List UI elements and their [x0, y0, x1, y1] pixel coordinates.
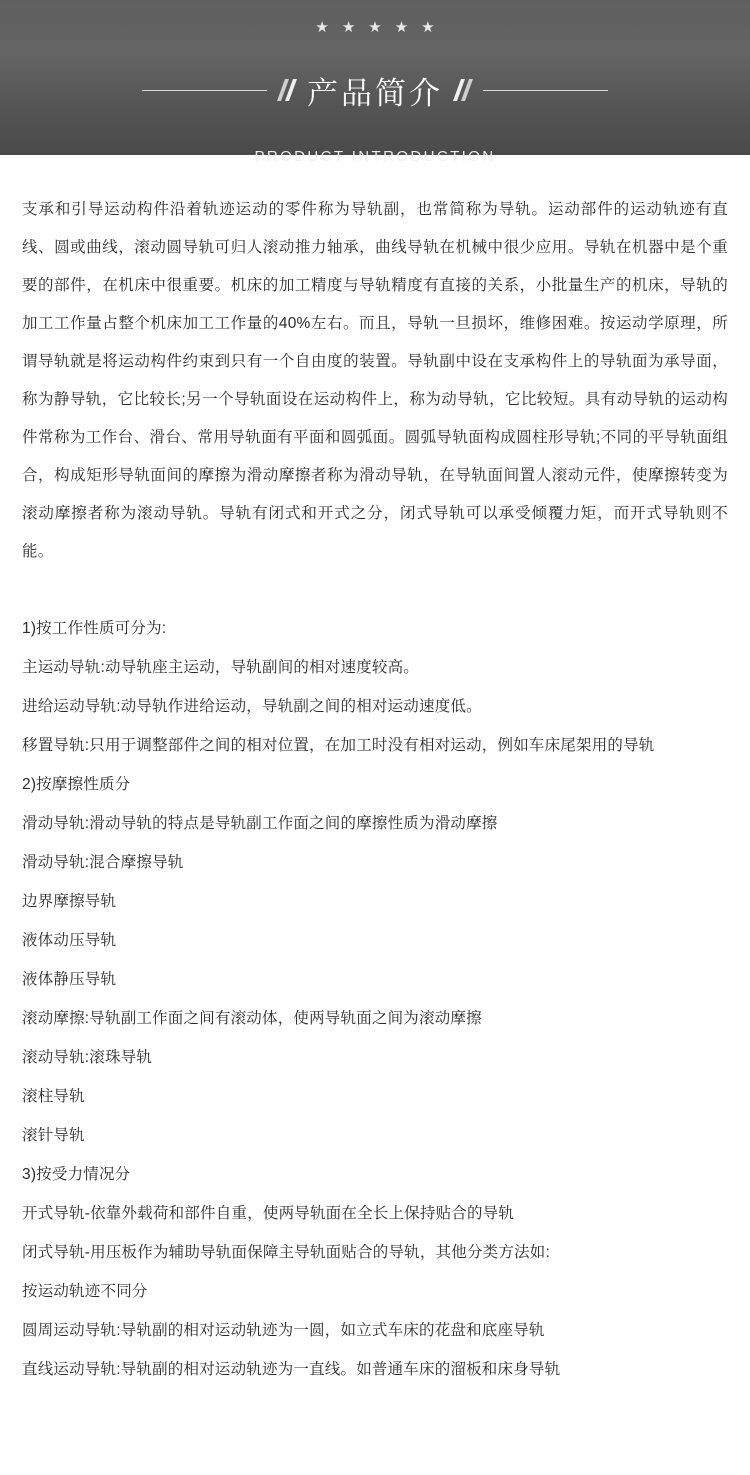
- header-title-row: [0, 47, 750, 134]
- list-item: 1)按工作性质可分为:: [22, 620, 167, 637]
- left-slash-icon: [281, 79, 293, 101]
- list-item: 按运动轨迹不同分: [22, 1283, 148, 1300]
- page-header-banner: [0, 0, 750, 165]
- star-rating-decoration: [315, 20, 434, 35]
- left-rule-divider: [142, 90, 267, 91]
- list-item: 2)按摩擦性质分: [22, 776, 131, 793]
- list-item: 滚针导轨: [22, 1127, 85, 1144]
- list-item: 滚动摩擦:导轨副工作面之间有滚动体，使两导轨面之间为滚动摩擦: [22, 1010, 482, 1027]
- list-item: 直线运动导轨:导轨副的相对运动轨迹为一直线。如普通车床的溜板和床身导轨: [22, 1361, 561, 1378]
- list-item: 液体动压导轨: [22, 932, 117, 949]
- star-icon: ★: [421, 19, 435, 36]
- star-icon: ★: [315, 19, 329, 36]
- list-item: 滑动导轨:混合摩擦导轨: [22, 854, 184, 871]
- list-item: 主运动导轨:动导轨座主运动，导轨副间的相对速度较高。: [22, 659, 420, 676]
- list-item: 3)按受力情况分: [22, 1166, 131, 1183]
- list-item: 圆周运动导轨:导轨副的相对运动轨迹为一圆，如立式车床的花盘和底座导轨: [22, 1322, 545, 1339]
- list-item: 开式导轨-依靠外载荷和部件自重，使两导轨面在全长上保持贴合的导轨: [22, 1205, 515, 1222]
- right-rule-divider: [483, 90, 608, 91]
- star-icon: ★: [341, 19, 356, 36]
- paragraph-spacer: [22, 571, 728, 609]
- intro-paragraph: 支承和引导运动构件沿着轨迹运动的零件称为导轨副，也常简称为导轨。运动部件的运动轨迹有直线、圆或曲线，滚动圆导轨可归人滚动推力轴承，曲线导轨在机械中很少应用。导轨在机器中是个重要的部件，在机床中很重要。机床的加工精度与导轨精度有直接的关系，小批量生产的机床，导轨的加工工作量占整个机床加工工作量的40%左右。而且，导轨一旦损坏，维修困难。按运动学原理，所谓导轨就是将运动构件约束到只有一个自由度的装置。导轨副中设在支承构件上的导轨面为承导面，称为静导轨，它比较长;另一个导轨面设在运动构件上，称为动导轨，它比较短。具有动导轨的运动构件常称为工作台、滑台、常用导轨面有平面和圆弧面。圆弧导轨面构成圆柱形导轨;不同的平导轨面组合，构成矩形导轨面间的摩擦为滑动摩擦者称为滑动导轨，在导轨面间置人滚动元件，使摩擦转变为滚动摩擦者称为滚动导轨。导轨有闭式和开式之分，闭式导轨可以承受倾覆力矩，而开式导轨则不能。: [22, 201, 728, 560]
- list-item: 闭式导轨-用压板作为辅助导轨面保障主导轨面贴合的导轨，其他分类方法如:: [22, 1244, 550, 1261]
- list-item: 液体静压导轨: [22, 971, 117, 988]
- page-subtitle: PRODUCT INTRODUCTION: [254, 147, 496, 165]
- list-item: 进给运动导轨:动导轨作进给运动，导轨副之间的相对运动速度低。: [22, 698, 482, 715]
- list-item: 滚柱导轨: [22, 1088, 85, 1105]
- list-item: 滑动导轨:滑动导轨的特点是导轨副工作面之间的摩擦性质为滑动摩擦: [22, 815, 498, 832]
- right-slash-icon: [457, 79, 469, 101]
- page-title: 产品简介: [307, 75, 443, 111]
- list-item: 滚动导轨:滚珠导轨: [22, 1049, 153, 1066]
- list-item: 边界摩擦导轨: [22, 893, 117, 910]
- list-item: 移置导轨:只用于调整部件之间的相对位置，在加工时没有相对运动，例如车床尾架用的导轨: [22, 737, 655, 754]
- star-icon: ★: [394, 19, 409, 36]
- article-content: [0, 155, 750, 1419]
- star-icon: ★: [368, 19, 382, 36]
